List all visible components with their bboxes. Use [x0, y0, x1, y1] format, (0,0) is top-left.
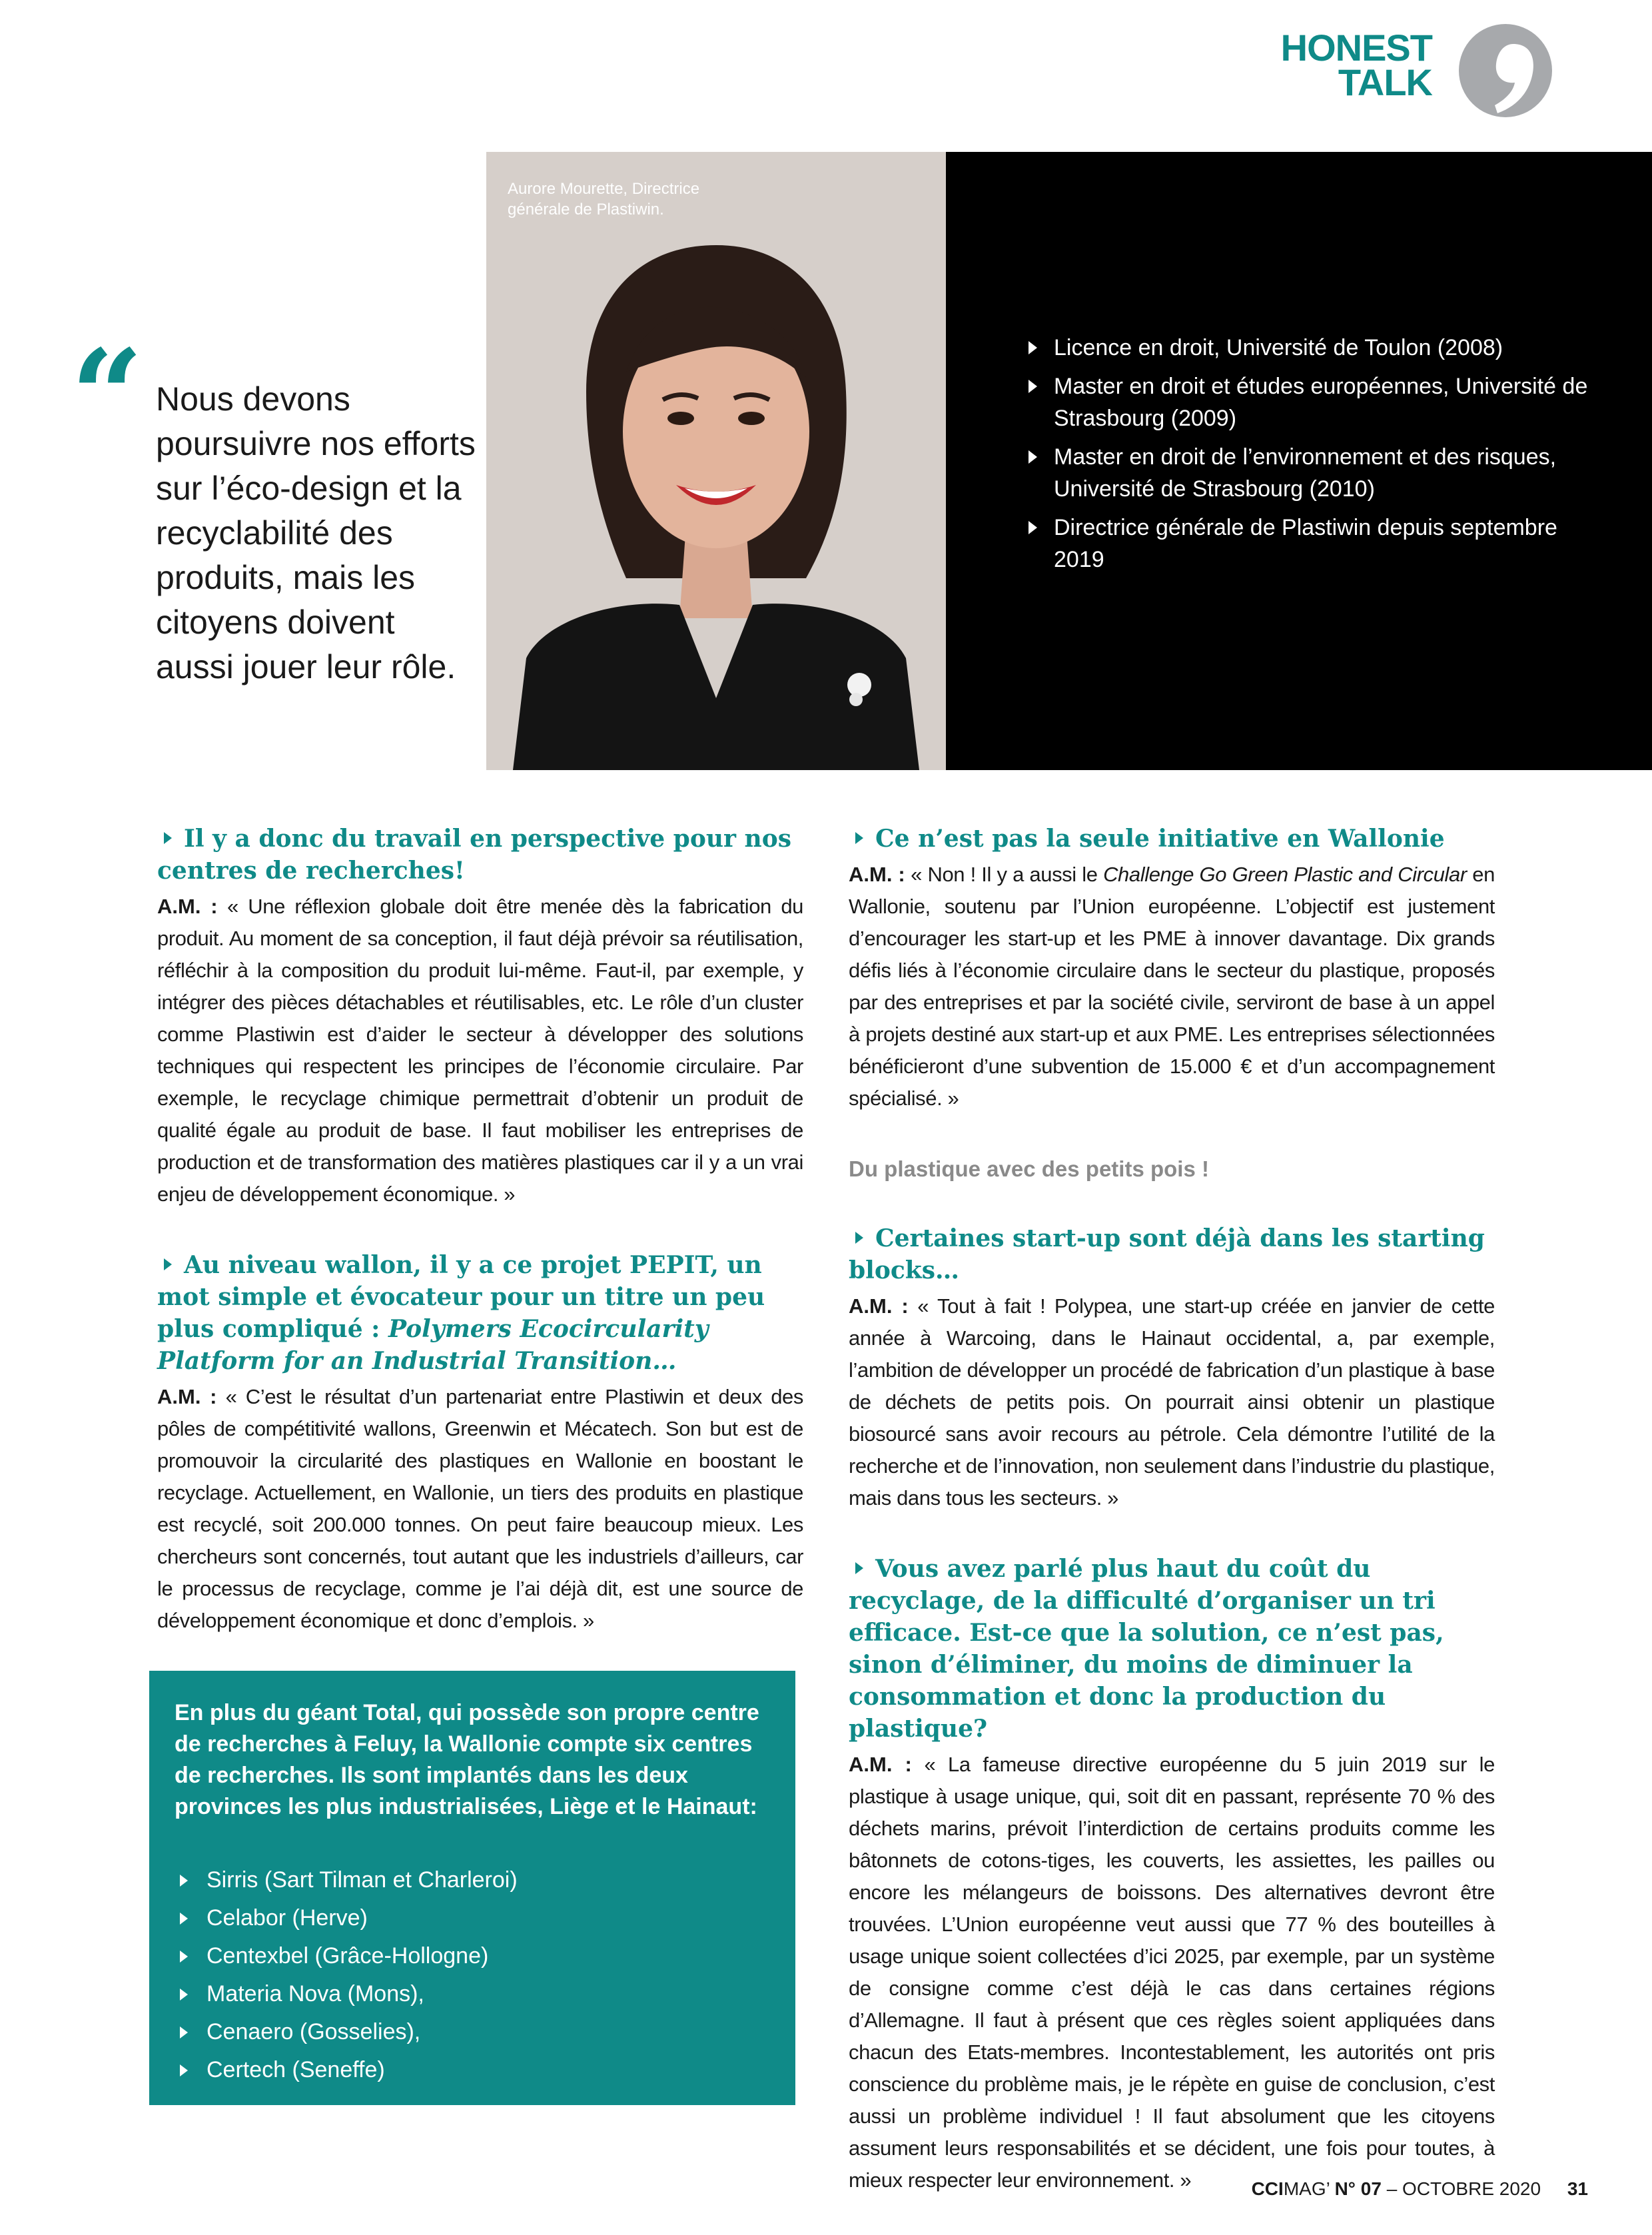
- bullet-triangle-icon: [855, 832, 863, 844]
- speaker-label: A.M. :: [849, 1753, 912, 1776]
- bullet-triangle-icon: [180, 1875, 188, 1887]
- pull-quote-mark: “: [71, 322, 144, 470]
- right-column: [849, 823, 1495, 2235]
- list-item: Materia Nova (Mons),: [175, 1975, 518, 2013]
- research-centers-box: [149, 1671, 795, 2105]
- bio-item: Master en droit et études européennes, Université de Strasbourg (2009): [1026, 370, 1612, 434]
- issue-number: N° 07: [1334, 2178, 1382, 2199]
- list-item: Cenaero (Gosselies),: [175, 2013, 518, 2051]
- issue-date: – OCTOBRE 2020: [1386, 2178, 1541, 2199]
- answer-paragraph: A.M. : « Tout à fait ! Polypea, une start-up créée en janvier de cette année à Warcoing, dans le Hainaut occidental, a, par exemple, l’ambition de développer un procédé de fabrication d’un plastique à base de déchets de petits pois. On pourrait ainsi obtenir un plastique biosourcé sans avoir recours au pétrole. Cela démontre l’utilité de la recherche et de l’innovation, non seulement dans l’industrie du plastique, mais dans tous les secteurs. »: [849, 1294, 1495, 1510]
- bullet-triangle-icon: [1029, 521, 1037, 534]
- left-column: [157, 823, 803, 1675]
- answer-paragraph: A.M. : « C’est le résultat d’un partenariat entre Plastiwin et deux des pôles de compétitivité wallons, Greenwin et Mécatech. Son but est de promouvoir la circularité des plastiques en Wallonie en boostant le recyclage. Actuellement, en Wallonie, un tiers des produits en plastique est recyclé, soit 200.000 tonnes. On peut faire beaucoup mieux. Les chercheurs sont concernés, tout autant que les industriels d’ailleurs, car le processus de recyclage, comme je l’ai déjà dit, est une source de développement économique et donc d’emplois. »: [157, 1385, 803, 1632]
- bullet-triangle-icon: [180, 1951, 188, 1963]
- page-number: 31: [1567, 2178, 1588, 2199]
- list-item: Centexbel (Grâce-Hollogne): [175, 1937, 518, 1975]
- speaker-label: A.M. :: [157, 895, 218, 918]
- bullet-triangle-icon: [164, 1258, 172, 1270]
- list-item: Certech (Seneffe): [175, 2051, 518, 2089]
- question-heading: Il y a donc du travail en perspective pour nos centres de recherches!: [157, 825, 791, 885]
- question-heading: Au niveau wallon, il y a ce projet PEPIT, un mot simple et évocateur pour un titre un peu plus compliqué : Polymers Ecocircularity Platform for an Industrial Transition…: [157, 1251, 765, 1375]
- bullet-triangle-icon: [164, 832, 172, 844]
- portrait-illustration: [486, 152, 946, 770]
- speaker-label: A.M. :: [849, 863, 905, 886]
- page-footer: [1252, 2176, 1588, 2202]
- logo-line-2: TALK: [1338, 61, 1432, 103]
- bullet-triangle-icon: [180, 1989, 188, 2001]
- answer-paragraph: A.M. : « La fameuse directive européenne du 5 juin 2019 sur le plastique à usage unique, qui, soit dit en passant, représente 70 % des déchets marins, prévoit l’interdiction de certains produits comme les bâtonnets de cotons-tiges, les couverts, les assiettes, les pailles ou encore les mélangeurs de boissons. Des alternatives devront être trouvées. L’Union européenne veut aussi que 77 % des bouteilles à usage unique soient collectées d’ici 2025, par exemple, par un système de consigne comme c’est déjà le cas dans certaines régions d’Allemagne. Il faut à présent que ces règles soient appliquées dans chacun des Etats-membres. Incontestablement, les autorités ont pris conscience du problème mais, je le répète en guise de conclusion, c’est aussi un problème individuel ! Il faut absolument que les citoyens assument leurs responsabilités et se décident, une fois pour toutes, à mieux respecter leur environnement. »: [849, 1753, 1495, 2192]
- pull-quote: Nous devons poursuivre nos efforts sur l’éco-design et la recyclabilité des produits, mais les citoyens doivent aussi jouer leur rôle.: [156, 380, 476, 685]
- bio-item: Licence en droit, Université de Toulon (2008): [1026, 332, 1612, 364]
- bio-item: Directrice générale de Plastiwin depuis septembre 2019: [1026, 512, 1612, 576]
- speaker-label: A.M. :: [157, 1385, 217, 1408]
- bullet-triangle-icon: [855, 1232, 863, 1244]
- quote-mark-icon: [1452, 24, 1559, 124]
- bullet-triangle-icon: [1029, 380, 1037, 393]
- bullet-triangle-icon: [180, 1913, 188, 1925]
- answer-paragraph: A.M. : « Une réflexion globale doit être menée dès la fabrication du produit. Au moment de sa conception, il faut déjà prévoir sa réutilisation, réfléchir à la composition du produit lui-même. Faut-il, par exemple, y intégrer des pièces détachables et réutilisables, etc. Le rôle d’un cluster comme Plastiwin est d’aider le secteur à développer des solutions techniques qui respectent les principes de l’économie circulaire. Par exemple, le recyclage chimique permettrait d’obtenir un produit de qualité égale au produit de base. Il faut mobiliser les entreprises de production et de transformation des matières plastiques car il y a un vrai enjeu de développement économique. »: [157, 895, 803, 1206]
- research-centers-list: [175, 1861, 518, 2089]
- question-heading: Certaines start-up sont déjà dans les starting blocks…: [849, 1224, 1485, 1284]
- section-subhead: Du plastique avec des petits pois !: [849, 1156, 1209, 1181]
- list-item: Sirris (Sart Tilman et Charleroi): [175, 1861, 518, 1899]
- list-item: Celabor (Herve): [175, 1899, 518, 1937]
- speaker-label: A.M. :: [849, 1294, 909, 1318]
- bio-item: Master en droit de l’environnement et des risques, Université de Strasbourg (2010): [1026, 441, 1612, 505]
- box-intro: En plus du géant Total, qui possède son propre centre de recherches à Feluy, la Wallonie compte six centres de recherches. Ils sont implantés dans les deux provinces les plus industrialisées, Liège et le Hainaut:: [175, 1700, 759, 1819]
- bullet-triangle-icon: [1029, 450, 1037, 464]
- answer-paragraph: A.M. : « Non ! Il y a aussi le Challenge Go Green Plastic and Circular en Wallonie, soutenu par l’Union européenne. L’objectif est justement d’encourager les start-up et les PME à innover davantage. Dix grands défis liés à l’économie circulaire dans le secteur du plastique, proposés par des entreprises et par la société civile, serviront de base à un appel à projets destiné aux start-up et aux PME. Les entreprises sélectionnées bénéficieront d’une subvention de 15.000 € et d’un accompagnement spécialisé. »: [849, 863, 1495, 1110]
- bullet-triangle-icon: [180, 2026, 188, 2038]
- bio-panel: [946, 152, 1652, 770]
- photo-caption: Aurore Mourette, Directrice générale de Plastiwin.: [508, 180, 700, 219]
- section-logo: [1226, 24, 1572, 124]
- bullet-triangle-icon: [180, 2064, 188, 2076]
- question-heading: Vous avez parlé plus haut du coût du recyclage, de la difficulté d’organiser un tri efficace. Est-ce que la solution, ce n’est pas, sinon d’éliminer, du moins de diminuer la consommation et donc la production du plastique?: [849, 1555, 1444, 1743]
- portrait-photo: [486, 152, 946, 770]
- magazine-name-bold: CCI: [1251, 2178, 1284, 2199]
- logo-line-1: HONEST: [1280, 27, 1432, 69]
- bio-list: [1026, 332, 1612, 582]
- bullet-triangle-icon: [1029, 341, 1037, 354]
- bullet-triangle-icon: [855, 1562, 863, 1574]
- question-heading: Ce n’est pas la seule initiative en Wallonie: [849, 823, 1495, 855]
- magazine-name: MAG’: [1283, 2178, 1330, 2199]
